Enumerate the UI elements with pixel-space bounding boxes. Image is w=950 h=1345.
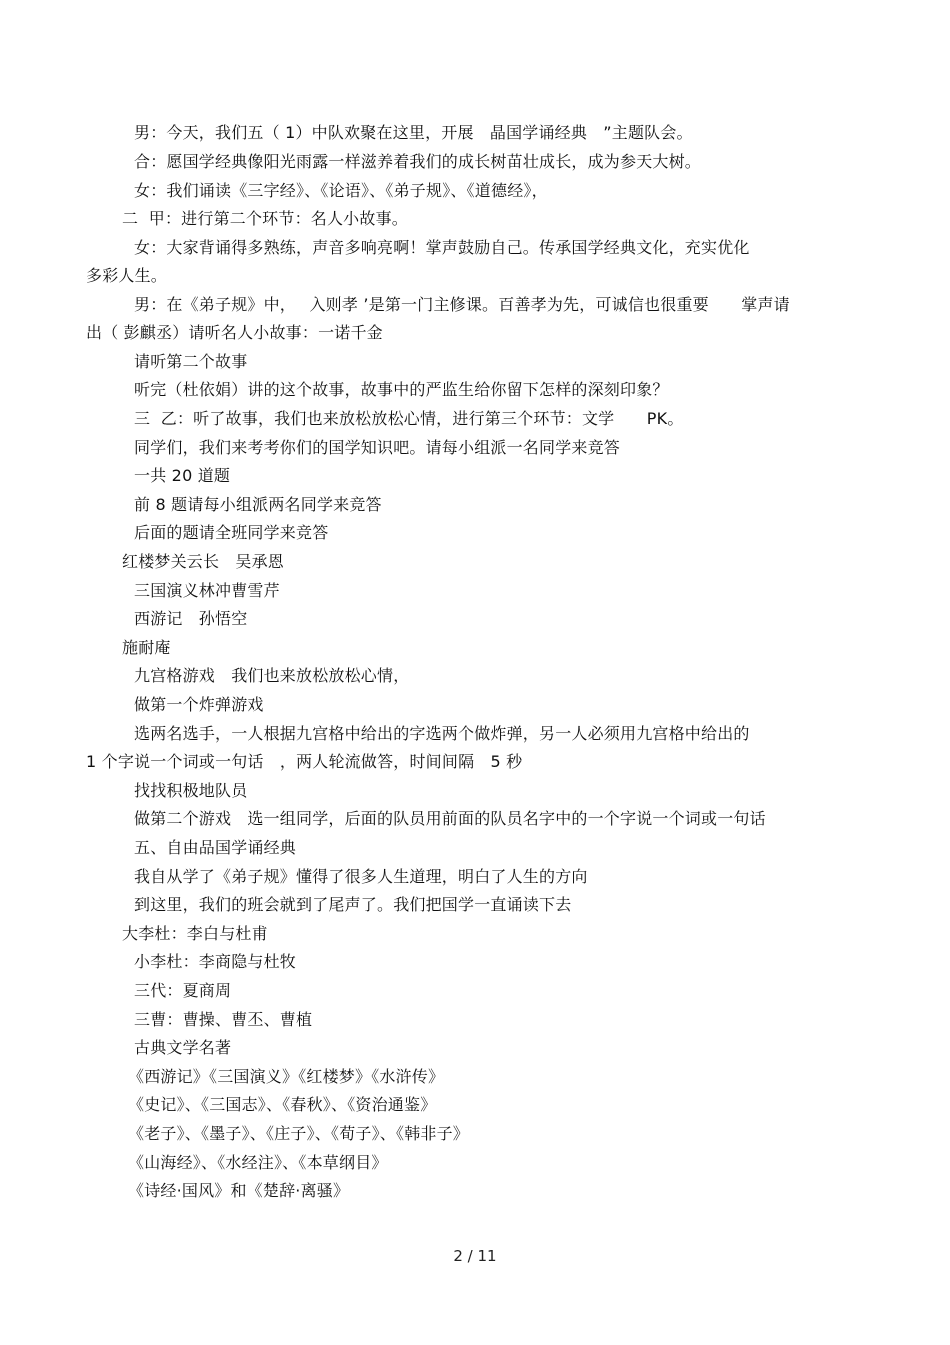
text-line: 做第一个炸弹游戏	[134, 695, 264, 714]
text-line: 《诗经·国风》和《楚辞·离骚》	[128, 1181, 350, 1200]
text-line: 找找积极地队员	[134, 781, 248, 800]
section-heading: 五、自由品国学诵经典	[134, 838, 297, 857]
text-line: 九宫格游戏 我们也来放松放松心情，	[134, 666, 410, 685]
text-line: 红楼梦关云长 吴承恩	[122, 552, 285, 571]
text-line: 合：愿国学经典像阳光雨露一样滋养着我们的成长树苗壮成长，成为参天大树。	[134, 152, 702, 171]
text-line: 同学们，我们来考考你们的国学知识吧。请每小组派一名同学来竞答	[134, 438, 621, 457]
text-line: 《老子》、《墨子》、《庄子》、《荀子》、《韩非子》	[128, 1124, 470, 1143]
text-line: 三国演义林冲曹雪芹	[134, 581, 280, 600]
text-line: 听完（杜依娟）讲的这个故事，故事中的严监生给你留下怎样的深刻印象？	[134, 380, 669, 399]
text-line: 前 8 题请每小组派两名同学来竞答	[134, 495, 382, 514]
text-line: 施耐庵	[122, 638, 171, 657]
text-line: 大李杜：李白与杜甫	[122, 924, 268, 943]
page-number: 2 / 11	[453, 1247, 497, 1265]
text-line: 男：今天，我们五（ 1）中队欢聚在这里，开展 晶国学诵经典 ”主题队会。	[134, 123, 693, 142]
text-line: 女：我们诵读《三字经》、《论语》、《弟子规》、《道德经》，	[134, 181, 548, 200]
text-line: 后面的题请全班同学来竞答	[134, 523, 329, 542]
text-line: 出（ 彭麒丞）请听名人小故事：一诺千金	[86, 323, 383, 342]
text-line: 选两名选手，一人根据九宫格中给出的字选两个做炸弹，另一人必须用九宫格中给出的	[134, 724, 750, 743]
text-line: 《西游记》《三国演义》《红楼梦》《水浒传》	[128, 1067, 445, 1086]
section-heading: 三 乙：听了故事，我们也来放松放松心情，进行第三个环节：文学 PK。	[134, 409, 684, 428]
text-line: 1 个字说一个词或一句话 ，两人轮流做答，时间间隔 5 秒	[86, 752, 523, 771]
text-line: 三代：夏商周	[134, 981, 232, 1000]
text-line: 一共 20 道题	[134, 466, 231, 485]
text-line: 小李杜：李商隐与杜牧	[134, 952, 297, 971]
text-line: 西游记 孙悟空	[134, 609, 248, 628]
section-heading: 二 甲：进行第二个环节：名人小故事。	[122, 209, 408, 228]
text-line: 女：大家背诵得多熟练，声音多响亮啊！掌声鼓励自己。传承国学经典文化，充实优化	[134, 238, 750, 257]
text-line: 做第二个游戏 选一组同学，后面的队员用前面的队员名字中的一个字说一个词或一句话	[134, 809, 766, 828]
text-line: 男：在《弟子规》中， 入则孝 ’是第一门主修课。百善孝为先，可诚信也很重要 掌声请	[134, 295, 790, 314]
text-line: 到这里，我们的班会就到了尾声了。我们把国学一直诵读下去	[134, 895, 572, 914]
text-line: 《史记》、《三国志》、《春秋》、《资治通鉴》	[128, 1095, 437, 1114]
text-line: 古典文学名著	[134, 1038, 232, 1057]
text-line: 《山海经》、《水经注》、《本草纲目》	[128, 1153, 388, 1172]
text-line: 多彩人生。	[86, 266, 168, 285]
text-line: 三曹：曹操、曹丕、曹植	[134, 1010, 313, 1029]
text-line: 请听第二个故事	[134, 352, 248, 371]
text-line: 我自从学了《弟子规》懂得了很多人生道理，明白了人生的方向	[134, 867, 588, 886]
